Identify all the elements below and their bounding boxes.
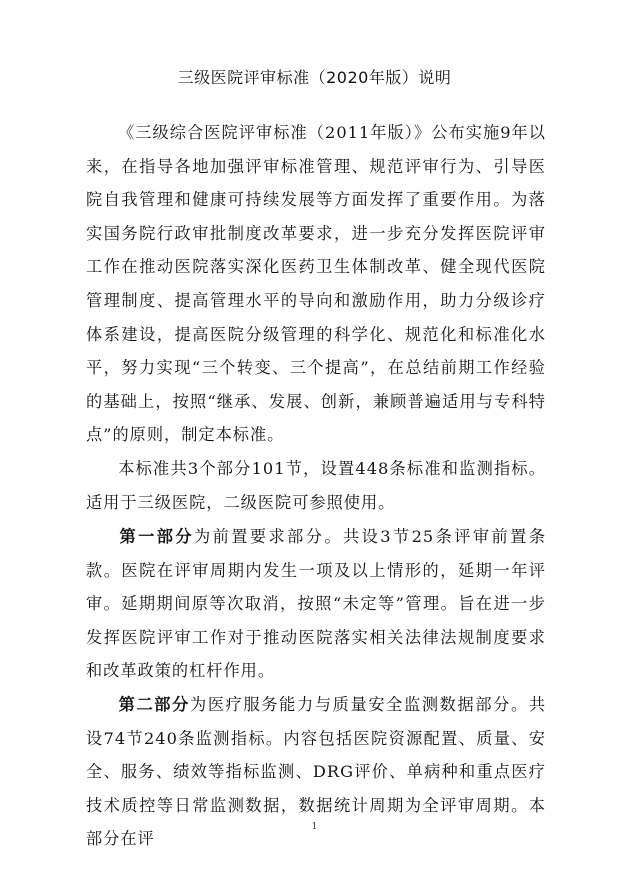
document-title: 三级医院评审标准（2020年版）说明: [177, 68, 452, 87]
part-one-text: 为前置要求部分。共设3节25条评审前置条款。医院在评审周期内发生一项及以上情形的，延期一年评审。延期期间原等次取消，按照“未定等”管理。旨在进一步发挥医院评审工作对于推动医院落实相关法律法规制度要求和改革政策的杠杆作用。: [86, 527, 547, 681]
paragraph-scope-text: 本标准共3个部分101节，设置448条标准和监测指标。适用于三级医院，二级医院可参照使用。: [86, 459, 546, 512]
page-number: 1: [311, 822, 318, 832]
paragraph-intro: [86, 116, 546, 452]
part-two-text: 为医疗服务能力与质量安全监测数据部分。共设74节240条监测指标。内容包括医院资源配置、质量、安全、服务、绩效等指标监测、DRG评价、单病种和重点医疗技术质控等日常监测数据，数据统计周期为全评审周期。本部分在评: [86, 695, 547, 849]
paragraph-part-one: [86, 520, 546, 688]
part-one-heading: 第一部分: [118, 527, 194, 546]
part-two-heading: 第二部分: [118, 695, 190, 714]
paragraph-intro-text: 《三级综合医院评审标准（2011年版）》公布实施9年以来，在指导各地加强评审标准管理、规范评审行为、引导医院自我管理和健康可持续发展等方面发挥了重要作用。为落实国务院行政审批制度改革要求，进一步充分发挥医院评审工作在推动医院落实深化医药卫生体制改革、健全现代医院管理制度、提高管理水平的导向和激励作用，助力分级诊疗体系建设，提高医院分级管理的科学化、规范化和标准化水平，努力实现“三个转变、三个提高”，在总结前期工作经验的基础上，按照“继承、发展、创新，兼顾普遍适用与专科特点”的原则，制定本标准。: [86, 123, 546, 445]
paragraph-scope: [86, 452, 546, 519]
